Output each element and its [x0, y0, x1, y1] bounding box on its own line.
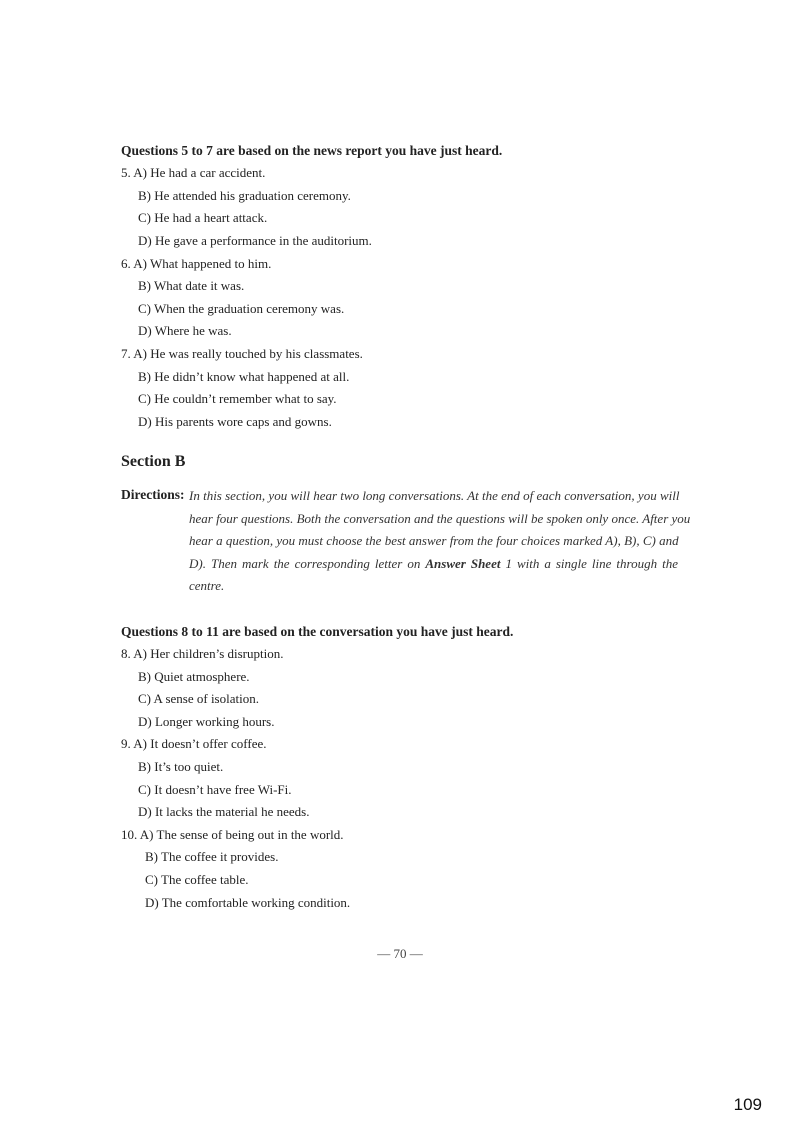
question-5-option-b: B) He attended his graduation ceremony.	[138, 188, 351, 203]
question-9-option-a: 9. A) It doesn’t offer coffee.	[121, 736, 267, 751]
directions-line-1-text: In this section, you will hear two long conversations. At the end of each conversation, you will	[189, 488, 680, 503]
question-7-option-d: D) His parents wore caps and gowns.	[138, 414, 332, 429]
directions-line-3	[189, 533, 678, 549]
page-number: 109	[733, 1095, 762, 1114]
question-6-option-d: D) Where he was.	[138, 323, 232, 338]
answer-sheet-label: Answer Sheet	[425, 556, 501, 571]
question-8-option-b: B) Quiet atmosphere.	[138, 669, 250, 684]
question-9-option-c: C) It doesn’t have free Wi-Fi.	[138, 782, 292, 797]
question-7-option-b: B) He didn’t know what happened at all.	[138, 369, 350, 384]
directions-line-2	[189, 511, 691, 527]
question-8-option-d: D) Longer working hours.	[138, 714, 275, 729]
question-10-option-d: D) The comfortable working condition.	[145, 895, 351, 910]
directions-line-5: centre.	[189, 578, 225, 593]
question-10-option-a: 10. A) The sense of being out in the world.	[121, 827, 344, 842]
question-10-option-c: C) The coffee table.	[145, 872, 249, 887]
section-b-title: Section B	[121, 453, 186, 470]
question-9-option-b: B) It’s too quiet.	[138, 759, 224, 774]
question-group-heading-8-11: Questions 8 to 11 are based on the conversation you have just heard.	[121, 624, 514, 639]
question-9-option-d: D) It lacks the material he needs.	[138, 804, 310, 819]
question-7-option-c: C) He couldn’t remember what to say.	[138, 391, 337, 406]
question-group-heading-5-7: Questions 5 to 7 are based on the news report you have just heard.	[121, 143, 503, 158]
question-5-option-a: 5. A) He had a car accident.	[121, 165, 266, 180]
question-10-option-b: B) The coffee it provides.	[145, 849, 279, 864]
question-7-option-a: 7. A) He was really touched by his classmates.	[121, 346, 363, 361]
directions-line-3-text: hear a question, you must choose the best answer from the four choices marked A), B), C) and	[189, 533, 679, 548]
question-6-option-b: B) What date it was.	[138, 278, 245, 293]
directions-line-1	[189, 488, 678, 504]
directions-label: Directions:	[121, 487, 185, 502]
directions-line-4-wrap	[189, 556, 678, 572]
directions-line-2-text: hear four questions. Both the conversation and the questions will be spoken only once. After you	[189, 511, 691, 526]
question-6-option-c: C) When the graduation ceremony was.	[138, 301, 345, 316]
page-footer: — 70 —	[377, 946, 423, 961]
directions-line-4	[189, 556, 678, 572]
question-5-option-c: C) He had a heart attack.	[138, 210, 268, 225]
question-8-option-c: C) A sense of isolation.	[138, 691, 259, 706]
directions-line-4-after: 1 with a single line through the	[500, 556, 678, 571]
question-6-option-a: 6. A) What happened to him.	[121, 256, 272, 271]
directions-line-4-before: D). Then mark the corresponding letter on	[189, 556, 426, 571]
question-5-option-d: D) He gave a performance in the auditorium.	[138, 233, 372, 248]
question-8-option-a: 8. A) Her children’s disruption.	[121, 646, 284, 661]
